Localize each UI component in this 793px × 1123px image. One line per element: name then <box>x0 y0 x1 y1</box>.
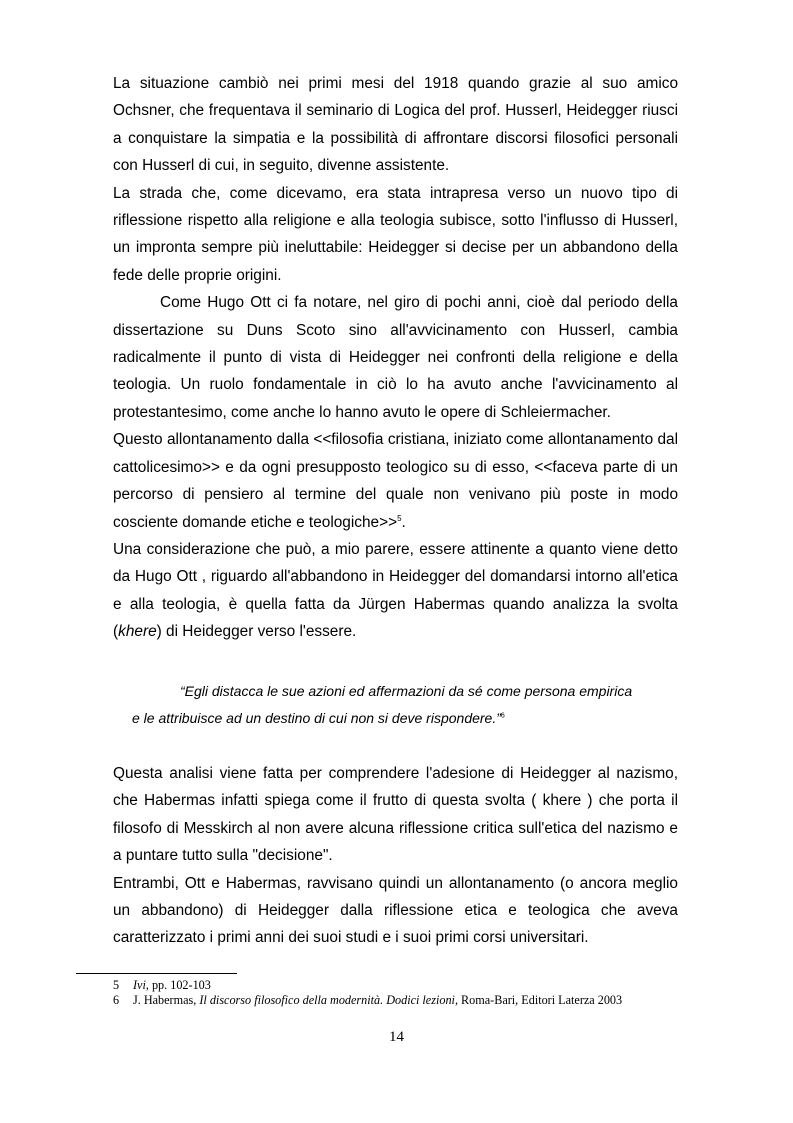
footnote-separator <box>76 973 237 974</box>
footnote-number: 5 <box>113 978 120 992</box>
block-quote-line <box>180 683 632 699</box>
paragraph: Come Hugo Ott ci fa notare, nel giro di pochi anni, cioè dal periodo della dissertazione su Duns Scoto sino all'avvicinamento con Husserl, cambia radicalmente il punto di vista di Heidegger nei confronti della religione e della teologia. Un ruolo fondamentale in ciò lo ha avuto anche l'avvicinamento al protestantesimo, come anche lo hanno avuto le opere di Schleiermacher. <box>113 294 678 421</box>
paragraph: La strada che, come dicevamo, era stata intrapresa verso un nuovo tipo di riflessione rispetto alla religione e alla teologia subisce, sotto l'influsso di Husserl, un impronta sempre più ineluttabile: Heidegger si decise per un abbandono della fede delle proprie origini. <box>113 184 678 284</box>
paragraph-text: Questo allontanamento dalla <<filosofia cristiana, iniziato come allontanamento dal cattolicesimo>> e da ogni presupposto teologico su di esso, <<faceva parte di un percorso di pensiero al termine del quale non venivano più poste in modo cosciente domande etiche e teologiche>> <box>113 431 678 531</box>
footnote-text: J. Habermas, <box>133 993 200 1007</box>
paragraph: Questa analisi viene fatta per comprendere l'adesione di Heidegger al nazismo, che Habermas infatti spiega come il frutto di questa svolta ( khere ) che porta il filosofo di Messkirch al non avere alcuna riflessione critica sull'etica del nazismo e a puntare tutto sulla "decisione". <box>113 765 678 865</box>
paragraph <box>113 426 678 536</box>
block-quote-line <box>132 710 505 726</box>
italic-term: khere <box>118 623 157 641</box>
quote-text: e le attribuisce ad un destino di cui non si deve rispondere.” <box>132 710 501 726</box>
paragraph-text: Una considerazione che può, a mio parere, essere attinente a quanto viene detto da Hugo Ott , riguardo all'abbandono in Heidegger del domandarsi intorno all'etica e alla teologia, è quella fatta da Jürgen Habermas quando analizza la svolta ( <box>113 540 678 641</box>
paragraph: La situazione cambiò nei primi mesi del 1918 quando grazie al suo amico Ochsner, che frequentava il seminario di Logica del prof. Husserl, Heidegger riusci a conquistare la simpatia e la possibilità di affrontare discorsi filosofici personali con Husserl di cui, in seguito, divenne assistente. <box>113 75 678 175</box>
footnote-ref[interactable]: 6 <box>500 712 505 720</box>
footnote-italic: Il discorso filosofico della modernità. Dodici lezioni <box>199 993 455 1007</box>
footnote-italic: Ivi <box>133 978 146 992</box>
footnote-text: , pp. 102-103 <box>145 978 211 992</box>
footnote <box>113 978 211 993</box>
footnote-ref[interactable]: 5 <box>397 513 402 523</box>
footnote <box>113 993 622 1008</box>
footnote-text: , Roma-Bari, Editori Laterza 2003 <box>454 993 623 1007</box>
main-text-lower <box>113 760 678 952</box>
quote-text: “Egli distacca le sue azioni ed affermazioni da sé come persona empirica <box>180 683 633 699</box>
paragraph-end: . <box>401 513 406 531</box>
main-text-upper <box>113 70 678 646</box>
paragraph-text: ) di Heidegger verso l'essere. <box>156 623 357 641</box>
paragraph <box>113 536 678 646</box>
footnote-number: 6 <box>113 993 120 1007</box>
paragraph: Entrambi, Ott e Habermas, ravvisano quindi un allontanamento (o ancora meglio un abbandono) di Heidegger dalla riflessione etica e teologica che aveva caratterizzato i primi anni dei suoi studi e i suoi primi corsi universitari. <box>113 874 678 947</box>
page-number: 14 <box>389 1029 404 1045</box>
